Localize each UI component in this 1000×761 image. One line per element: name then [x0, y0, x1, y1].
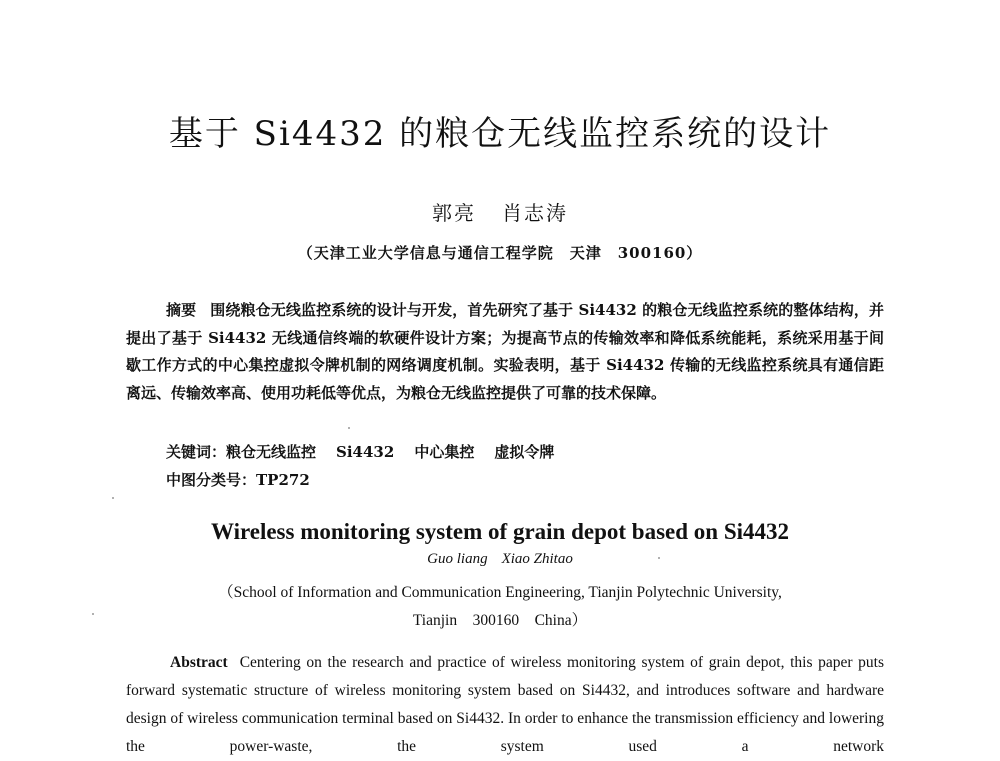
english-abstract-text: Centering on the research and practice of wireless monitoring system of grain depot, this paper puts forward systematic structure of wireless monitoring system based on Si4432, and introduces software and hardware design of wireless communication terminal based on Si4432. In order to enhance the transmission efficiency and lowering the power-waste, the system used a network	[126, 654, 884, 755]
english-abstract	[126, 649, 884, 761]
chinese-abstract-text: 围绕粮仓无线监控系统的设计与开发，首先研究了基于 Si4432 的粮仓无线监控系统的整体结构，并提出了基于 Si4432 无线通信终端的软硬件设计方案；为提高节点的传输效率和降低系统能耗，系统采用基于间歇工作方式的中心集控虚拟令牌机制的网络调度机制。实验表明，基于 Si4432 传输的无线监控系统具有通信距离远、传输效率高、使用功耗低等优点，为粮仓无线监控提供了可靠的技术保障。	[126, 301, 884, 402]
english-author-1: Guo liang	[427, 551, 488, 567]
english-affiliation-line-1: （School of Information and Communication Engineering, Tianjin Polytechnic University,	[218, 584, 782, 601]
chinese-classification	[166, 469, 310, 490]
chinese-keywords	[166, 441, 574, 462]
scan-speck	[92, 613, 94, 615]
english-affiliation-line-2: Tianjin 300160 China）	[412, 612, 588, 629]
chinese-keywords-label: 关键词：	[166, 443, 227, 461]
scan-speck	[658, 557, 660, 559]
chinese-clc-value: TP272	[256, 471, 310, 489]
chinese-keyword-3: 中心集控	[414, 443, 475, 461]
scan-speck	[348, 427, 350, 429]
chinese-clc-label: 中图分类号：	[166, 471, 257, 489]
chinese-keyword-4: 虚拟令牌	[494, 443, 555, 461]
scan-speck	[112, 497, 114, 499]
chinese-author-1: 郭亮	[432, 201, 476, 225]
english-author-2: Xiao Zhitao	[501, 551, 573, 567]
chinese-affiliation: （天津工业大学信息与通信工程学院 天津 300160）	[297, 244, 703, 262]
chinese-keyword-2: Si4432	[336, 443, 395, 461]
chinese-keyword-1: 粮仓无线监控	[226, 443, 317, 461]
chinese-abstract	[126, 297, 884, 407]
chinese-author-2: 肖志涛	[502, 201, 568, 225]
english-authors	[0, 551, 1000, 568]
chinese-authors	[0, 197, 1000, 226]
chinese-abstract-label: 摘要	[166, 301, 197, 319]
english-title: Wireless monitoring system of grain depot based on Si4432	[210, 519, 789, 544]
chinese-title: 基于 Si4432 的粮仓无线监控系统的设计	[168, 114, 832, 154]
english-abstract-label: Abstract	[170, 654, 228, 671]
